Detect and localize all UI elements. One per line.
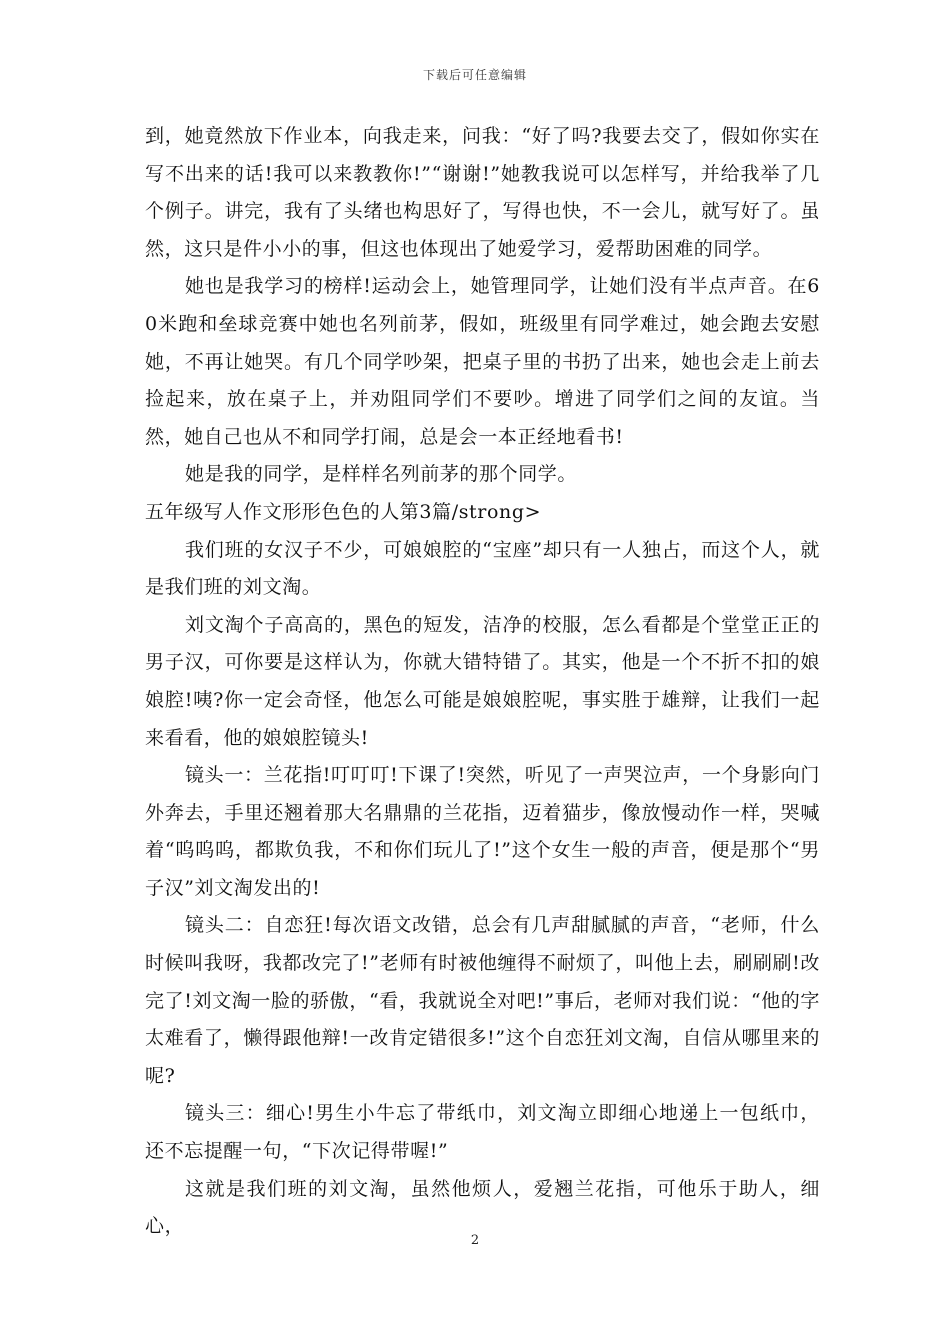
paragraph-4: 我们班的女汉子不少，可娘娘腔的“宝座”却只有一人独占，而这个人，就是我们班的刘文淘。: [145, 538, 820, 599]
section-heading: 五年级写人作文形形色色的人第3篇/strong>: [145, 500, 542, 523]
paragraph-1: 到，她竟然放下作业本，向我走来，问我：“好了吗?我要去交了，假如你实在写不出来的话!我可以来教教你!”“谢谢!”她教我说可以怎样写，并给我举了几个例子。讲完，我有了头绪也构思好了，写得也快，不一会儿，就写好了。虽然，这只是件小小的事，但这也体现出了她爱学习，爱帮助困难的同学。: [145, 125, 820, 260]
paragraph-6: 镜头一：兰花指!叮叮叮!下课了!突然，听见了一声哭泣声，一个身影向门外奔去，手里还翘着那大名鼎鼎的兰花指，迈着猫步，像放慢动作一样，哭喊着“呜呜呜，都欺负我，不和你们玩儿了!”这个女生一般的声音，便是那个“男子汉”刘文淘发出的!: [145, 764, 820, 899]
paragraph-3: 她是我的同学，是样样名列前茅的那个同学。: [185, 463, 578, 486]
page-header: 下载后可任意编辑: [422, 68, 527, 82]
paragraph-2: 她也是我学习的榜样!运动会上，她管理同学，让她们没有半点声音。在60米跑和垒球竞赛中她也名列前茅，假如，班级里有同学难过，她会跑去安慰她，不再让她哭。有几个同学吵架，把桌子里的书扔了出来，她也会走上前去捡起来，放在桌子上，并劝阻同学们不要吵。增进了同学们之间的友谊。当然，她自己也从不和同学打闹，总是会一本正经地看书!: [145, 275, 820, 448]
paragraph-8: 镜头三：细心!男生小牛忘了带纸巾，刘文淘立即细心地递上一包纸巾，还不忘提醒一句，“下次记得带喔!”: [145, 1102, 820, 1163]
paragraph-9: 这就是我们班的刘文淘，虽然他烦人，爱翘兰花指，可他乐于助人，细心，: [145, 1177, 820, 1238]
document-body: [145, 118, 820, 1246]
paragraph-5: 刘文淘个子高高的，黑色的短发，洁净的校服，怎么看都是个堂堂正正的男子汉，可你要是这样认为，你就大错特错了。其实，他是一个不折不扣的娘娘腔!咦?你一定会奇怪，他怎么可能是娘娘腔呢，事实胜于雄辩，让我们一起来看看，他的娘娘腔镜头!: [145, 613, 820, 749]
page-number: 2: [470, 1233, 480, 1248]
paragraph-7: 镜头二：自恋狂!每次语文改错，总会有几声甜腻腻的声音，“老师，什么时候叫我呀，我都改完了!”老师有时被他缠得不耐烦了，叫他上去，刷刷刷!改完了!刘文淘一脸的骄傲，“看，我就说全对吧!”事后，老师对我们说：“他的字太难看了，懒得跟他辩!一改肯定错很多!”这个自恋狂刘文淘，自信从哪里来的呢?: [145, 914, 820, 1087]
